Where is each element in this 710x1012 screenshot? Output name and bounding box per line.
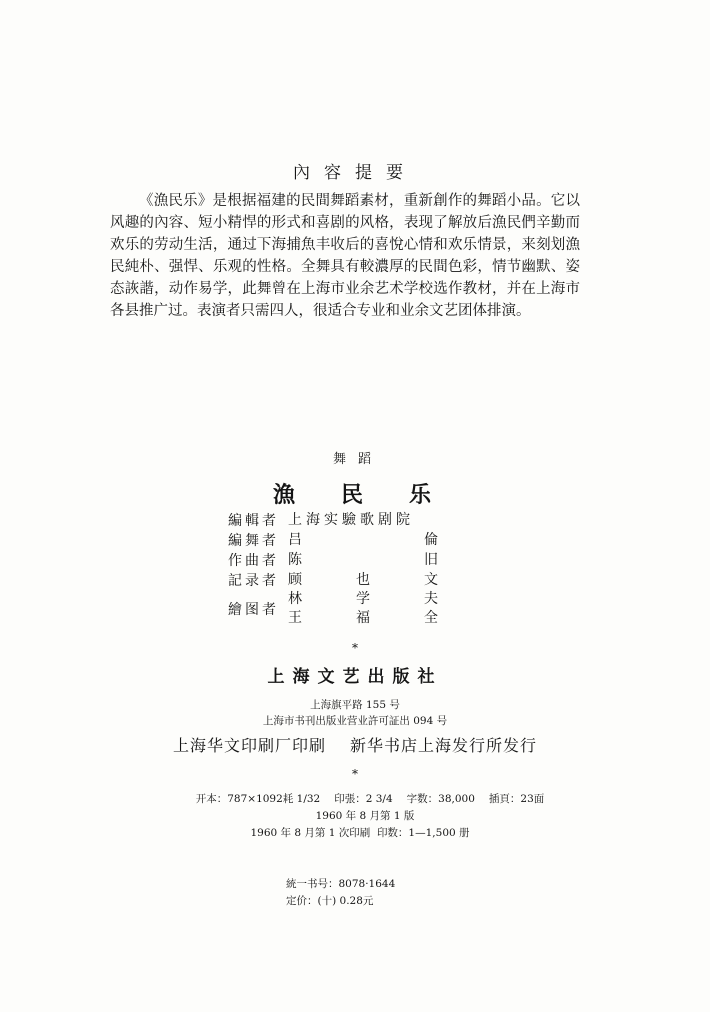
credit-name-part: 夫 <box>424 591 438 607</box>
credit-role: 作曲者 <box>228 553 279 569</box>
credit-names <box>288 531 438 550</box>
spec-format: 开本：787×1092耗 1/32 <box>195 793 321 805</box>
credit-name-part: 上海实驗歌剧院 <box>288 511 414 528</box>
credit-name-part: 学 <box>356 591 370 607</box>
catalog-number: 統一书号：8078·1644 <box>286 878 396 890</box>
credit-role: 編舞者 <box>228 533 279 549</box>
catalog-price: 定价：(十) 0.28元 <box>286 895 374 907</box>
credit-name-line <box>288 571 438 590</box>
summary-section <box>110 190 580 322</box>
separator-star: * <box>352 641 358 655</box>
credit-row <box>228 590 438 628</box>
specs-line <box>0 791 710 806</box>
genre-label: 舞蹈 <box>332 452 383 467</box>
spec-copies: 印数：1—1,500 册 <box>376 827 470 839</box>
printing-line <box>0 733 710 756</box>
credit-row <box>228 550 438 570</box>
credit-name-line <box>288 531 438 550</box>
credit-names <box>288 571 438 590</box>
book-title: 漁民乐 <box>272 482 477 508</box>
credit-name-part: 陈 <box>288 551 302 568</box>
credit-role: 編輯者 <box>228 513 279 529</box>
credit-name-part: 吕 <box>288 531 302 548</box>
spec-print-run: 1960 年 8 月第 1 次印刷 <box>250 827 371 839</box>
credit-name-part: 福 <box>356 610 370 626</box>
credits-list <box>228 510 438 628</box>
credit-name-part: 全 <box>424 610 438 626</box>
credit-role: 記录者 <box>228 573 279 589</box>
summary-body: 《漁民乐》是根据福建的民間舞蹈素材，重新創作的舞蹈小品。它以风趣的內容、短小精悍的形式和喜剧的风格，表现了解放后漁民們辛勤而欢乐的劳动生活，通过下海捕魚丰收后的喜悅心情和欢乐情景，来刻划漁民純朴、强悍、乐观的性格。全舞具有較濃厚的民間色彩，情节幽默、姿态詼諧，动作易学，此舞曾在上海市业余艺术学校选作教材，并在上海市各县推广过。表演者只需四人，很适合专业和业余文艺团体排演。 <box>110 193 580 319</box>
credit-name-line <box>288 551 438 570</box>
separator-star-2: * <box>352 767 358 781</box>
spec-sheets: 印張：2 3/4 <box>334 793 393 805</box>
credit-names <box>288 551 438 570</box>
credit-name-part: 顾 <box>288 571 302 588</box>
credit-name-part: 倫 <box>424 531 438 548</box>
credit-name-part: 林 <box>288 591 302 607</box>
distributor: 新华书店上海发行所发行 <box>350 736 538 755</box>
summary-title: 內容提要 <box>293 163 417 183</box>
publisher-address: 上海旗平路 155 号 <box>310 699 400 711</box>
credit-name-part: 王 <box>288 610 302 626</box>
credit-row <box>228 530 438 550</box>
credit-row <box>228 570 438 590</box>
printer: 上海华文印刷厂印刷 <box>172 736 326 755</box>
publisher-name: 上海文艺出版社 <box>267 667 443 687</box>
spec-edition: 1960 年 8 月第 1 版 <box>315 810 415 822</box>
credit-name-line <box>288 590 438 609</box>
publisher-license: 上海市书刊出版业营业許可証出 094 号 <box>262 715 448 727</box>
credit-names <box>288 590 438 628</box>
spec-plates: 插頁：23面 <box>488 793 545 805</box>
credit-role: 繪图者 <box>228 602 279 618</box>
credit-row <box>228 510 438 530</box>
credit-name-line <box>288 511 438 530</box>
spec-words: 字数：38,000 <box>406 793 475 805</box>
printing-info <box>0 825 710 840</box>
credit-name-part: 文 <box>424 571 438 588</box>
credit-name-line <box>288 609 438 628</box>
credit-names <box>288 511 438 530</box>
credit-name-part: 也 <box>356 571 370 588</box>
credit-name-part: 旧 <box>424 551 438 568</box>
